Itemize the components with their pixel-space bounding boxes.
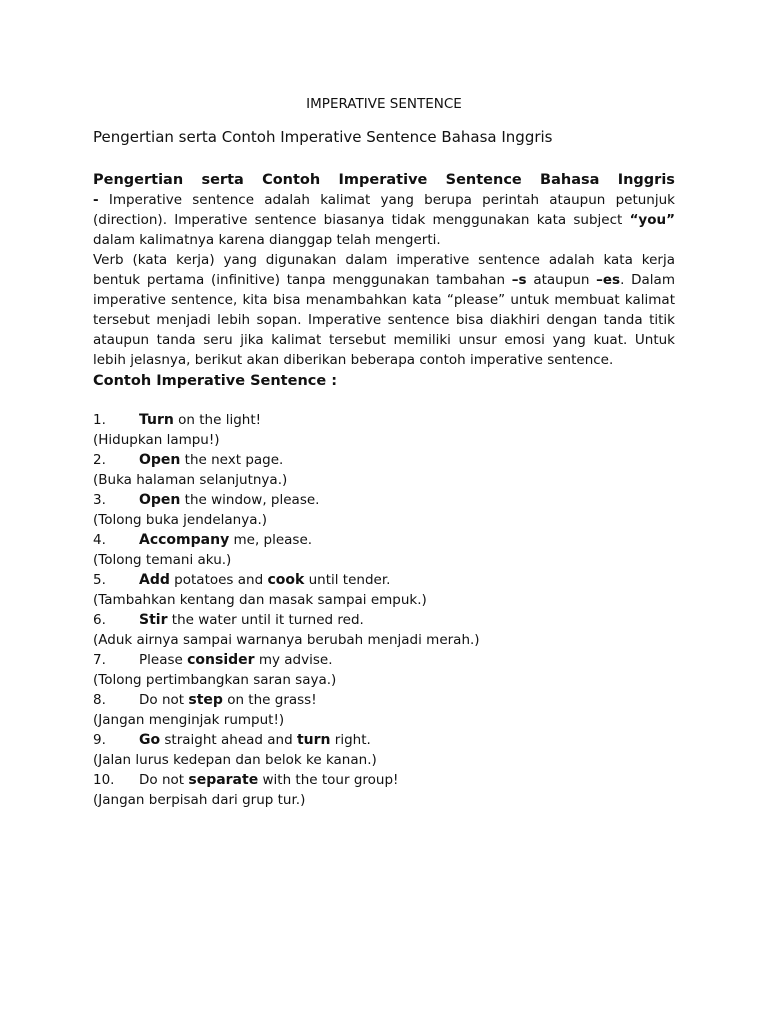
- example-number: 7.: [93, 652, 106, 668]
- example-number: 10.: [93, 772, 115, 788]
- intro-text: Verb (kata kerja) yang digunakan dalam imperative sentence adalah kata kerja bentuk pertama (infinitive) tanpa menggunakan tambahan: [93, 252, 675, 288]
- example-translation: (Jangan menginjak rumput!): [93, 712, 285, 728]
- example-text: straight ahead and: [160, 732, 297, 748]
- example-item: [93, 730, 675, 750]
- example-sentence: [139, 690, 317, 710]
- example-text: right.: [330, 732, 371, 748]
- example-keyword: consider: [187, 652, 255, 668]
- example-keyword: step: [188, 692, 223, 708]
- intro-text: ataupun: [526, 272, 597, 288]
- example-keyword: Go: [139, 732, 161, 748]
- intro-section: [93, 170, 675, 370]
- example-text: me, please.: [229, 532, 313, 548]
- intro-you-emphasis: “you”: [629, 212, 675, 228]
- intro-paragraph-1: [93, 190, 675, 250]
- example-sentence: [139, 450, 283, 470]
- example-text: potatoes and: [169, 572, 268, 588]
- example-text: until tender.: [304, 572, 391, 588]
- lead-word: Contoh: [262, 172, 321, 188]
- intro-text: dalam kalimatnya karena dianggap telah mengerti.: [93, 232, 441, 248]
- lead-word: Imperative: [338, 172, 428, 188]
- example-text: Please: [139, 652, 188, 668]
- example-sentence: [139, 490, 319, 510]
- intro-lead-heading: [93, 170, 675, 190]
- intro-paragraph-2: [93, 250, 675, 370]
- suffix-s: –s: [511, 272, 527, 288]
- example-text: Do not: [139, 772, 189, 788]
- example-sentence: [139, 410, 261, 430]
- example-number: 5.: [93, 572, 106, 588]
- example-sentence: [139, 530, 312, 550]
- intro-text: Imperative sentence adalah kalimat yang berupa perintah ataupun petunjuk (direction). Imperative sentence biasanya tidak menggunakan kata subject: [93, 192, 675, 228]
- example-number: 2.: [93, 452, 106, 468]
- lead-word: serta: [201, 172, 244, 188]
- example-translation: (Buka halaman selanjutnya.): [93, 472, 288, 488]
- example-item: [93, 530, 675, 550]
- example-item: [93, 450, 675, 470]
- lead-word: Sentence: [445, 172, 522, 188]
- example-translation: (Tolong pertimbangkan saran saya.): [93, 672, 337, 688]
- example-item: [93, 650, 675, 670]
- example-sentence: [139, 770, 398, 790]
- example-text: the water until it turned red.: [167, 612, 364, 628]
- example-translation: (Tolong temani aku.): [93, 552, 232, 568]
- example-keyword: separate: [188, 772, 259, 788]
- example-translation: (Tambahkan kentang dan masak sampai empuk.): [93, 592, 427, 608]
- example-keyword: Open: [139, 452, 181, 468]
- example-keyword: Stir: [139, 612, 168, 628]
- example-translation: (Aduk airnya sampai warnanya berubah menjadi merah.): [93, 632, 480, 648]
- document-subtitle: Pengertian serta Contoh Imperative Sentence Bahasa Inggris: [93, 128, 553, 146]
- example-keyword: Open: [139, 492, 181, 508]
- example-text: Do not: [139, 692, 189, 708]
- example-item: [93, 410, 675, 430]
- examples-list: [93, 410, 675, 810]
- intro-text: . Dalam imperative sentence, kita bisa menambahkan kata “please” untuk membuat kalimat tersebut menjadi lebih sopan. Imperative sentence bisa diakhiri dengan tanda titik ataupun tanda seru jika kalimat tersebut memiliki unsur emosi yang kuat. Untuk lebih jelasnya, berikut akan diberikan beberapa contoh imperative sentence.: [93, 272, 675, 368]
- example-keyword: cook: [267, 572, 305, 588]
- example-text: my advise.: [254, 652, 333, 668]
- lead-word: Pengertian: [93, 172, 184, 188]
- example-translation: (Tolong buka jendelanya.): [93, 512, 268, 528]
- example-keyword: Turn: [139, 412, 174, 428]
- example-sentence: [139, 730, 371, 750]
- example-item: [93, 490, 675, 510]
- example-number: 4.: [93, 532, 106, 548]
- examples-heading: Contoh Imperative Sentence :: [93, 373, 338, 389]
- example-number: 1.: [93, 412, 106, 428]
- example-item: [93, 610, 675, 630]
- example-keyword: turn: [296, 732, 331, 748]
- document-page: [93, 94, 675, 810]
- example-text: on the light!: [173, 412, 262, 428]
- example-text: the window, please.: [180, 492, 320, 508]
- example-item: [93, 690, 675, 710]
- intro-dash: -: [93, 192, 99, 208]
- example-keyword: Accompany: [139, 532, 230, 548]
- example-item: [93, 570, 675, 590]
- example-text: with the tour group!: [258, 772, 399, 788]
- example-sentence: [139, 610, 364, 630]
- example-number: 6.: [93, 612, 106, 628]
- document-title: IMPERATIVE SENTENCE: [306, 96, 462, 112]
- lead-word: Bahasa: [540, 172, 600, 188]
- example-text: on the grass!: [222, 692, 317, 708]
- example-keyword: Add: [139, 572, 170, 588]
- example-sentence: [139, 570, 390, 590]
- example-number: 8.: [93, 692, 106, 708]
- example-item: [93, 770, 675, 790]
- suffix-es: –es: [596, 272, 621, 288]
- example-text: the next page.: [180, 452, 284, 468]
- example-translation: (Hidupkan lampu!): [93, 432, 220, 448]
- example-sentence: [139, 650, 332, 670]
- example-translation: (Jangan berpisah dari grup tur.): [93, 792, 306, 808]
- example-translation: (Jalan lurus kedepan dan belok ke kanan.): [93, 752, 377, 768]
- lead-word: Inggris: [617, 172, 675, 188]
- example-number: 3.: [93, 492, 106, 508]
- example-number: 9.: [93, 732, 106, 748]
